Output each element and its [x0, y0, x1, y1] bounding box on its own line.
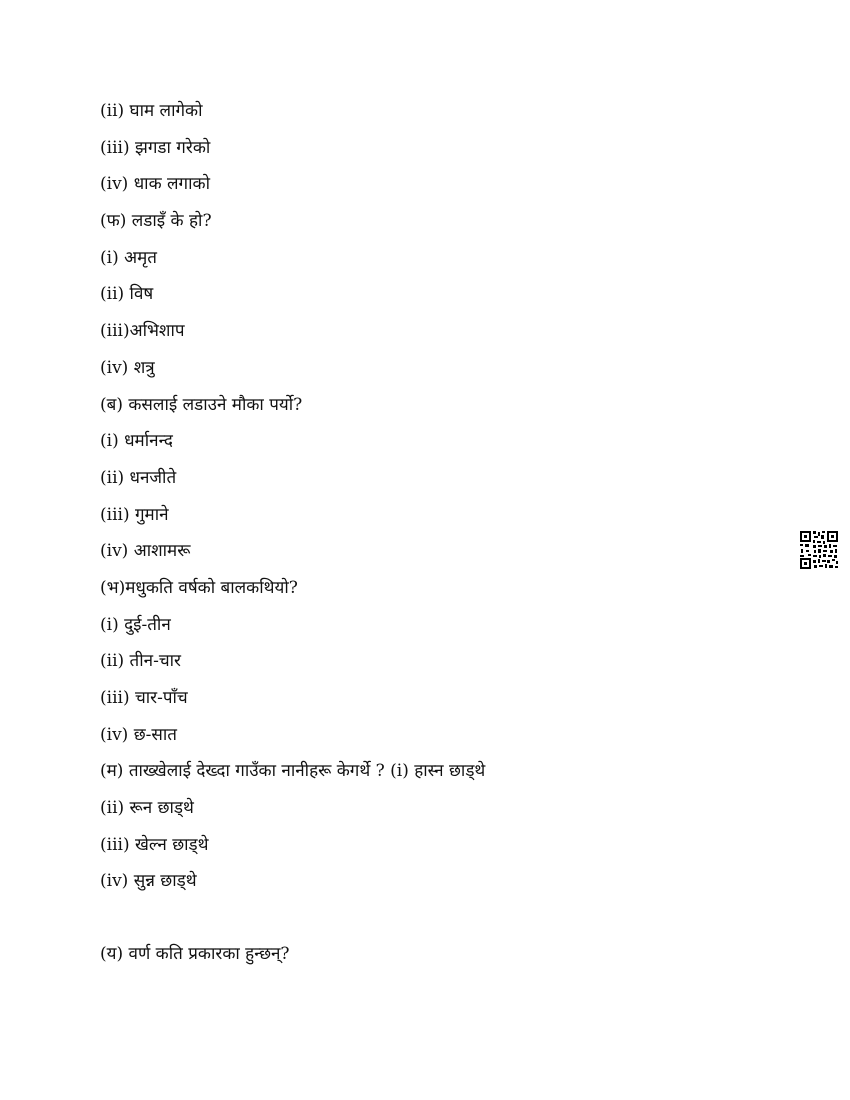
option-line: (i) धर्मानन्द — [100, 431, 173, 452]
option-line: (iii)अभिशाप — [100, 321, 185, 342]
option-line: (ii) धनजीते — [100, 467, 177, 488]
option-line: (iv) आशामरू — [100, 541, 191, 562]
option-line: (iv) धाक लगाको — [100, 174, 210, 195]
question-line: (फ) लडाइँ के हो? — [100, 211, 212, 232]
option-line: (iii) चार-पाँच — [100, 688, 188, 708]
question-line: (य) वर्ण कति प्रकारका हुन्छन्? — [100, 944, 290, 965]
option-line: (ii) तीन-चार — [100, 651, 181, 672]
option-line: (iv) शत्रु — [100, 357, 155, 378]
option-line: (iii) खेल्न छाड्थे — [100, 834, 209, 855]
option-line: (ii) घाम लागेको — [100, 101, 203, 121]
option-line: (iii) झगडा गरेको — [100, 137, 211, 158]
option-line: (iii) गुमाने — [100, 504, 169, 525]
option-line: (i) अमृत — [100, 247, 157, 268]
option-line: (iv) छ-सात — [100, 724, 177, 745]
option-line: (i) दुई-तीन — [100, 614, 171, 635]
question-line: (भ)मधुकति वर्षको बालकथियो? — [100, 577, 298, 598]
option-line: (iv) सुन्न छाड्थे — [100, 871, 197, 892]
question-line: (ब) कसलाई लडाउने मौका पर्यो? — [100, 394, 303, 415]
question-list — [100, 98, 740, 978]
question-line: (म) ताख्खेलाई देख्दा गाउँका नानीहरू केगर्थे ? (i) हास्न छाड्थे — [100, 761, 486, 782]
option-line: (ii) रून छाड्थे — [100, 798, 194, 819]
option-line: (ii) विष — [100, 284, 154, 305]
qr-code-icon — [799, 530, 839, 570]
